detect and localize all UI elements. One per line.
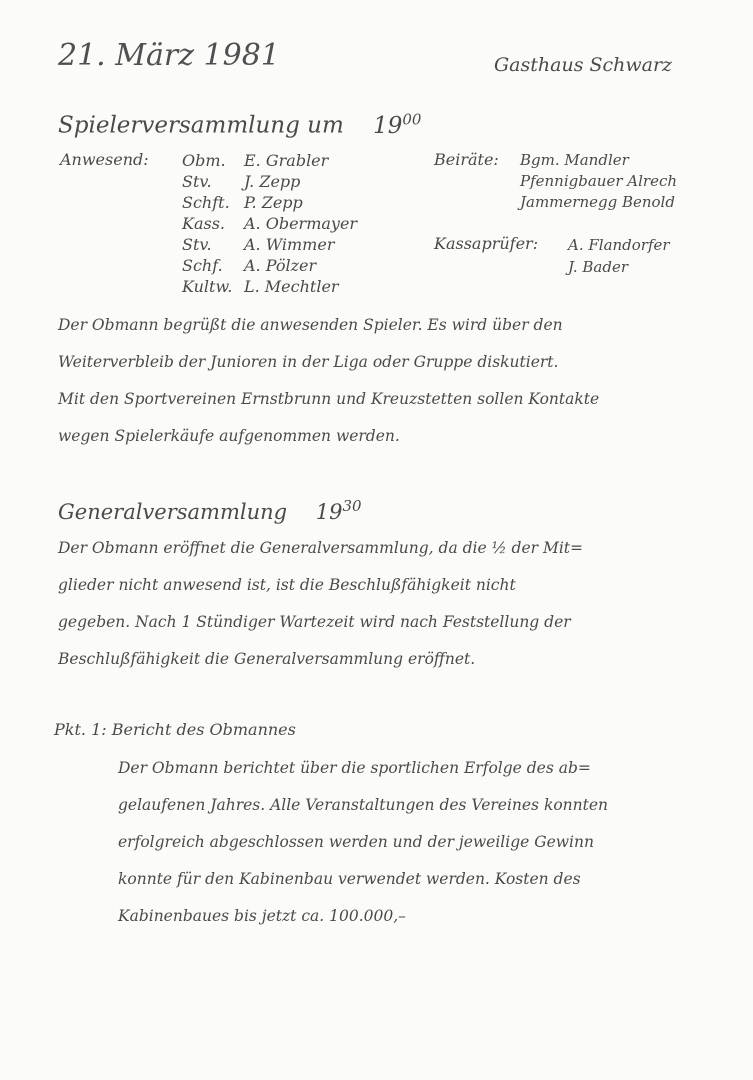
- attendee-name: P. Zepp: [244, 193, 303, 212]
- auditor-name: J. Bader: [568, 258, 628, 276]
- attendee-role: Obm.: [182, 151, 226, 170]
- text-line: gelaufenen Jahres. Alle Veranstaltungen des Vereines konnten: [118, 796, 609, 814]
- text-line: glieder nicht anwesend ist, ist die Beschlußfähigkeit nicht: [58, 576, 516, 594]
- section-general-assembly-time: $19^{30}$: [315, 497, 362, 524]
- section-player-meeting-title: [58, 110, 421, 139]
- agenda-item-1-title: Pkt. 1: Bericht des Obmannes: [54, 720, 296, 739]
- section-player-meeting-time: $19^{00}$: [373, 110, 422, 139]
- text-line: wegen Spielerkäufe aufgenommen werden.: [58, 427, 400, 445]
- chairman-report-paragraph: [118, 750, 718, 935]
- text-line: Kabinenbaues bis jetzt ca. 100.000,–: [118, 907, 406, 925]
- attendee-name: A. Obermayer: [244, 214, 358, 233]
- text-line: Der Obmann berichtet über die sportlichen Erfolge des ab=: [118, 759, 591, 777]
- attendee-role: Kultw.: [182, 277, 233, 296]
- text-line: Beschlußfähigkeit die Generalversammlung eröffnet.: [58, 650, 476, 668]
- text-line: gegeben. Nach 1 Stündiger Wartezeit wird nach Feststellung der: [58, 613, 571, 631]
- attendee-role: Kass.: [182, 214, 225, 233]
- section-general-assembly-label: Generalversammlung: [58, 500, 288, 524]
- attendee-names: [244, 150, 357, 297]
- advisory-board-label: Beiräte:: [434, 150, 499, 169]
- attendee-role: Schft.: [182, 193, 230, 212]
- attendee-role: Schf.: [182, 256, 223, 275]
- attendee-name: A. Pölzer: [244, 256, 317, 275]
- meeting-venue: Gasthaus Schwarz: [494, 54, 673, 76]
- auditor-name: A. Flandorfer: [568, 236, 670, 254]
- text-line: erfolgreich abgeschlossen werden und der jeweilige Gewinn: [118, 833, 594, 851]
- text-line: Der Obmann begrüßt die anwesenden Spieler. Es wird über den: [58, 316, 563, 334]
- advisory-board-member: Bgm. Mandler: [520, 151, 629, 169]
- advisory-board-member: Jammernegg Benold: [520, 193, 675, 211]
- text-line: konnte für den Kabinenbau verwendet werden. Kosten des: [118, 870, 581, 888]
- attendee-roles: [182, 150, 232, 297]
- attendees-label: Anwesend:: [60, 150, 149, 169]
- attendee-role: Stv.: [182, 235, 212, 254]
- section-general-assembly-title: [58, 497, 362, 524]
- text-line: Mit den Sportvereinen Ernstbrunn und Kreuzstetten sollen Kontakte: [58, 390, 600, 408]
- auditors-list: [568, 234, 670, 278]
- attendee-name: E. Grabler: [244, 151, 329, 170]
- attendee-name: J. Zepp: [244, 172, 301, 191]
- section-player-meeting-label: Spielerversammlung um: [58, 112, 344, 139]
- attendee-name: A. Wimmer: [244, 235, 335, 254]
- player-meeting-paragraph: [58, 307, 708, 455]
- advisory-board-member: Pfennigbauer Alrech: [520, 172, 678, 190]
- text-line: Weiterverbleib der Junioren in der Liga oder Gruppe diskutiert.: [58, 353, 559, 371]
- meeting-date: 21. März 1981: [58, 38, 280, 73]
- advisory-board-list: [520, 150, 677, 213]
- attendee-name: L. Mechtler: [244, 277, 339, 296]
- attendee-role: Stv.: [182, 172, 212, 191]
- general-assembly-paragraph: [58, 530, 708, 678]
- text-line: Der Obmann eröffnet die Generalversammlung, da die ½ der Mit=: [58, 539, 584, 557]
- auditors-label: Kassaprüfer:: [434, 234, 539, 253]
